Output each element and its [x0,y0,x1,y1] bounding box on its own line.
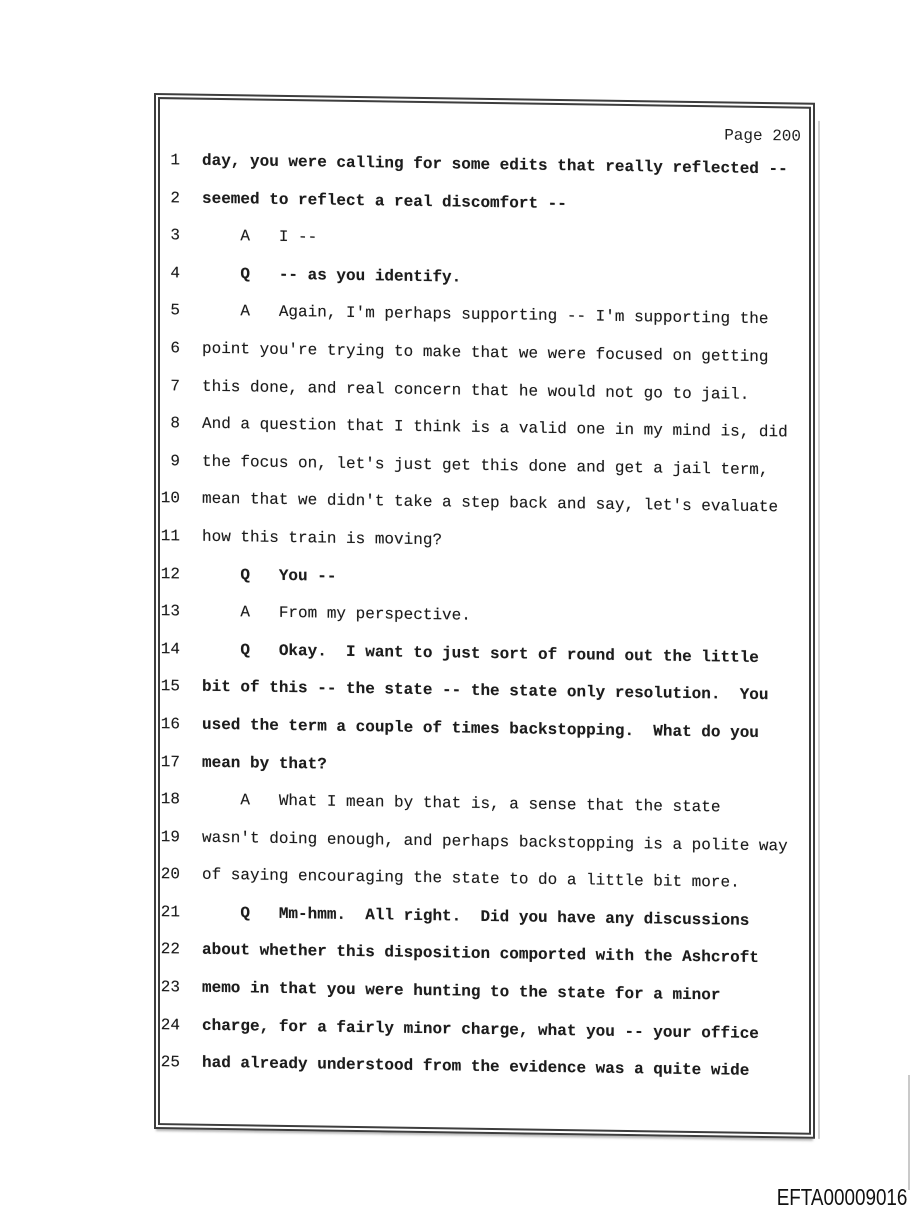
line-text: bit of this -- the state -- the state only resolution. You [202,678,769,705]
line-number: 3 [170,226,180,245]
transcript-lines [160,151,809,1100]
line-number: 5 [170,301,180,320]
line-text: Q Okay. I want to just sort of round out the little [202,640,759,667]
line-number: 9 [170,451,180,471]
line-number: 20 [160,865,180,884]
line-text: A From my perspective. [202,602,471,625]
line-number: 2 [170,188,180,207]
line-text: Q -- as you identify. [202,264,462,287]
line-number: 24 [160,1015,180,1035]
line-text: seemed to reflect a real discomfort -- [202,189,567,213]
line-number: 12 [160,564,180,583]
line-number: 7 [170,376,180,395]
scan-artifact-line [908,1075,910,1190]
line-text: of saying encouraging the state to do a little bit more. [202,865,740,892]
line-number: 19 [160,827,180,847]
line-text: mean that we didn't take a step back and say, let's evaluate [202,490,779,517]
scan-edge-shadow [818,121,820,1139]
line-number: 4 [170,264,180,283]
line-number: 15 [160,677,180,696]
line-text: about whether this disposition comported with the Ashcroft [202,941,759,968]
line-text: Q You -- [202,565,337,586]
line-text: had already understood from the evidence was a quite wide [202,1053,750,1081]
line-number: 6 [170,339,180,358]
line-number: 22 [160,940,180,959]
line-number: 10 [160,489,180,508]
line-text: wasn't doing enough, and perhaps backstopping is a polite way [202,828,788,856]
line-text: mean by that? [202,753,327,774]
line-text: A I -- [202,226,318,247]
line-number: 23 [160,978,180,997]
line-text: Q Mm-hmm. All right. Did you have any discussions [202,903,750,930]
line-text: memo in that you were hunting to the state for a minor [202,978,721,1005]
line-number: 16 [160,715,180,734]
line-number: 21 [160,902,180,922]
line-text: day, you were calling for some edits that really reflected -- [202,151,788,179]
line-text: the focus on, let's just get this done and get a jail term, [202,452,769,479]
line-text: charge, for a fairly minor charge, what you -- your office [202,1016,759,1043]
line-number: 17 [160,752,180,771]
line-text: A Again, I'm perhaps supporting -- I'm supporting the [202,302,769,329]
line-number: 13 [160,602,180,621]
page-number-label: Page 200 [724,126,801,146]
bates-number: EFTA00009016 [776,1184,907,1210]
line-text: And a question that I think is a valid one in my mind is, did [202,414,788,442]
line-text: used the term a couple of times backstopping. What do you [202,715,759,742]
line-number: 8 [170,414,180,433]
transcript-sheet-frame [154,93,815,1139]
line-number: 11 [160,527,180,546]
line-number: 14 [160,639,180,659]
line-text: point you're trying to make that we were focused on getting [202,339,769,367]
line-text: how this train is moving? [202,527,443,550]
line-number: 18 [160,790,180,809]
line-number: 1 [170,151,180,170]
line-number: 25 [160,1053,180,1072]
line-text: this done, and real concern that he would not go to jail. [202,377,750,404]
line-text: A What I mean by that is, a sense that the state [202,790,721,817]
